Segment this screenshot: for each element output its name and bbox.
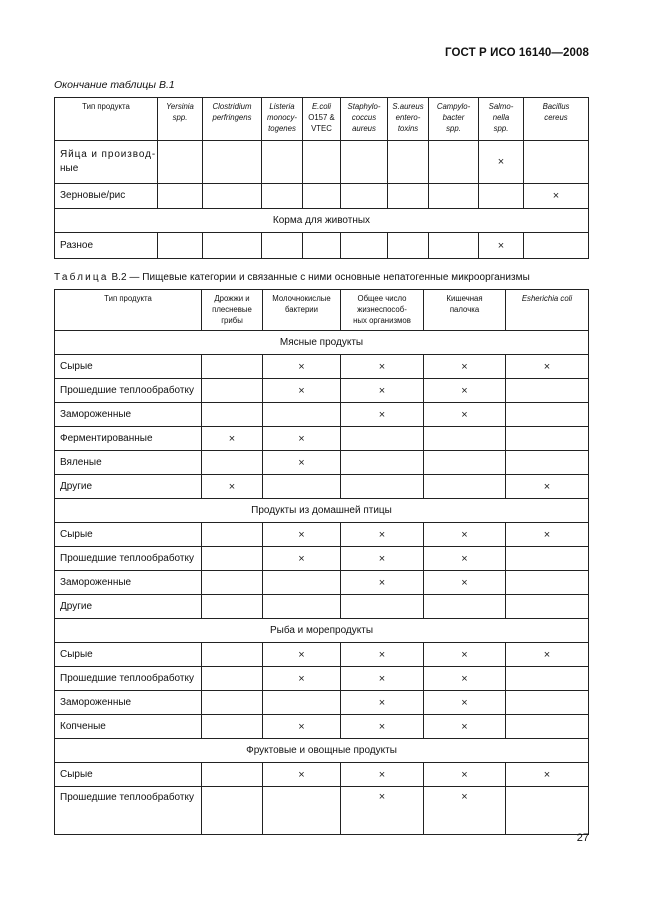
header-line: bacter: [442, 113, 465, 123]
mark-cell: ×: [341, 355, 424, 379]
product-type-cell: Прошедшие теплообработку: [55, 547, 202, 571]
mark-cell: ×: [424, 355, 506, 379]
header-line: Yersinia: [166, 102, 194, 111]
mark-cell: [202, 379, 263, 403]
mark-cell: [202, 763, 263, 787]
table-row: [55, 379, 589, 403]
table-row: [55, 715, 589, 739]
header-line: monocy-: [267, 113, 297, 123]
mark-cell: [202, 715, 263, 739]
header-line: Bacillus: [542, 102, 570, 111]
table-row: [55, 403, 589, 427]
mark-cell: ×: [341, 571, 424, 595]
product-type-cell: Другие: [55, 595, 202, 619]
mark-cell: [429, 184, 479, 209]
mark-cell: [506, 547, 589, 571]
header-line: Тип продукта: [104, 294, 152, 303]
mark-cell: [202, 595, 263, 619]
product-type-cell: Замороженные: [55, 571, 202, 595]
header-line: Staphylo-: [347, 102, 381, 111]
section-heading: Продукты из домашней птицы: [55, 499, 589, 523]
mark-cell: ×: [341, 547, 424, 571]
col-header-product-type: [55, 290, 202, 331]
col-header-bacillus: [524, 98, 589, 141]
table-row: [55, 571, 589, 595]
mark-cell: ×: [424, 403, 506, 427]
table-row: [55, 233, 589, 259]
mark-cell: [202, 787, 263, 835]
table1-header-row: [55, 98, 589, 141]
mark-cell: [388, 141, 429, 184]
mark-cell: ×: [506, 355, 589, 379]
mark-cell: [388, 184, 429, 209]
table2-header-row: [55, 290, 589, 331]
mark-cell: [479, 184, 524, 209]
header-line: бактерии: [285, 305, 318, 315]
table2-caption: [54, 272, 530, 283]
col-header-listeria: [262, 98, 303, 141]
mark-cell: ×: [424, 523, 506, 547]
header-line: плесневые: [212, 305, 252, 315]
col-header-yersinia: [158, 98, 203, 141]
mark-cell: ×: [341, 523, 424, 547]
table1-body: [55, 141, 589, 259]
col-header-coliforms: [424, 290, 506, 331]
product-type-cell: Замороженные: [55, 691, 202, 715]
product-type-cell: Другие: [55, 475, 202, 499]
product-type-cell: Сырые: [55, 355, 202, 379]
mark-cell: ×: [341, 787, 424, 835]
mark-cell: [262, 184, 303, 209]
mark-cell: ×: [263, 715, 341, 739]
mark-cell: ×: [341, 715, 424, 739]
mark-cell: ×: [479, 233, 524, 259]
product-type-cell: Сырые: [55, 643, 202, 667]
header-line: грибы: [221, 316, 243, 326]
header-line: O157 &: [308, 113, 335, 123]
product-type-line: Зерновые/рис: [60, 190, 126, 201]
header-line: togenes: [268, 124, 296, 134]
header-line: Listeria: [269, 102, 295, 111]
mark-cell: [506, 691, 589, 715]
mark-cell: [506, 715, 589, 739]
table-row: [55, 691, 589, 715]
table-row: [55, 184, 589, 209]
mark-cell: ×: [424, 787, 506, 835]
mark-cell: ×: [424, 643, 506, 667]
product-type-line: Яйца и производ-: [60, 149, 157, 160]
table-row: [55, 475, 589, 499]
mark-cell: [506, 403, 589, 427]
product-type-cell: [55, 141, 158, 184]
mark-cell: ×: [263, 451, 341, 475]
mark-cell: [262, 233, 303, 259]
table-row: [55, 141, 589, 184]
mark-cell: [506, 595, 589, 619]
mark-cell: [203, 141, 262, 184]
mark-cell: ×: [202, 475, 263, 499]
mark-cell: [263, 403, 341, 427]
header-line: entero-: [395, 113, 421, 123]
product-type-cell: Замороженные: [55, 403, 202, 427]
header-line: spp.: [446, 124, 461, 134]
mark-cell: ×: [263, 547, 341, 571]
header-line: spp.: [493, 124, 509, 134]
mark-cell: [341, 475, 424, 499]
mark-cell: [506, 787, 589, 835]
mark-cell: ×: [424, 715, 506, 739]
col-header-escherichia-coli: [506, 290, 589, 331]
mark-cell: [303, 184, 341, 209]
mark-cell: ×: [424, 763, 506, 787]
mark-cell: [424, 427, 506, 451]
header-line: Campylo-: [436, 102, 471, 111]
mark-cell: [341, 141, 388, 184]
mark-cell: ×: [424, 379, 506, 403]
section-row: [55, 739, 589, 763]
mark-cell: [506, 427, 589, 451]
mark-cell: ×: [424, 667, 506, 691]
mark-cell: [341, 184, 388, 209]
mark-cell: [202, 523, 263, 547]
mark-cell: [388, 233, 429, 259]
standard-designation: ГОСТ Р ИСО 16140—2008: [444, 47, 589, 59]
col-header-clostridium: [203, 98, 262, 141]
mark-cell: [158, 184, 203, 209]
table-row: [55, 643, 589, 667]
mark-cell: ×: [263, 643, 341, 667]
product-type-line: ные: [60, 163, 79, 174]
col-header-ecoli: [303, 98, 341, 141]
mark-cell: [341, 451, 424, 475]
mark-cell: [202, 667, 263, 691]
product-type-cell: [55, 233, 158, 259]
col-header-staphylococcus: [341, 98, 388, 141]
section-heading: Рыба и морепродукты: [55, 619, 589, 643]
mark-cell: ×: [263, 379, 341, 403]
table2-caption-text: В.2 — Пищевые категории и связанные с ними основные непатогенные микроорганизмы: [108, 272, 530, 283]
header-line: aureus: [352, 124, 376, 134]
mark-cell: [263, 595, 341, 619]
table-row: [55, 763, 589, 787]
mark-cell: [262, 141, 303, 184]
table-b2: [54, 289, 589, 835]
header-line: Clostridium: [212, 102, 252, 111]
mark-cell: [524, 141, 589, 184]
product-type-cell: Сырые: [55, 763, 202, 787]
header-line: nella: [492, 113, 510, 123]
mark-cell: ×: [524, 184, 589, 209]
header-line: perfringens: [212, 113, 252, 123]
col-header-campylobacter: [429, 98, 479, 141]
table-row: [55, 595, 589, 619]
header-line: Кишечная: [446, 294, 483, 303]
mark-cell: [341, 427, 424, 451]
mark-cell: [203, 233, 262, 259]
table-row: [55, 547, 589, 571]
product-type-cell: Прошедшие теплообработку: [55, 379, 202, 403]
mark-cell: [429, 141, 479, 184]
header-line: toxins: [397, 124, 419, 134]
table2-caption-prefix: Таблица: [54, 272, 109, 283]
mark-cell: ×: [341, 379, 424, 403]
mark-cell: ×: [341, 667, 424, 691]
mark-cell: ×: [506, 763, 589, 787]
table-row: [55, 451, 589, 475]
mark-cell: [202, 451, 263, 475]
mark-cell: [263, 475, 341, 499]
mark-cell: ×: [202, 427, 263, 451]
section-row: [55, 499, 589, 523]
col-header-total-viable: [341, 290, 424, 331]
mark-cell: [263, 691, 341, 715]
mark-cell: [341, 233, 388, 259]
header-line: cereus: [544, 113, 568, 123]
mark-cell: [303, 233, 341, 259]
header-line: Salmo-: [488, 102, 514, 111]
header-line: ных организмов: [353, 316, 411, 326]
mark-cell: [202, 547, 263, 571]
header-line: Общее число: [357, 294, 407, 303]
header-line: spp.: [172, 113, 188, 123]
mark-cell: [263, 571, 341, 595]
header-line: палочка: [449, 305, 480, 315]
mark-cell: [158, 233, 203, 259]
mark-cell: [202, 355, 263, 379]
table-b1-end: [54, 97, 589, 259]
mark-cell: [202, 403, 263, 427]
mark-cell: ×: [263, 355, 341, 379]
mark-cell: [424, 475, 506, 499]
mark-cell: ×: [506, 523, 589, 547]
product-type-line: Разное: [60, 239, 94, 251]
header-line: жизнеспособ-: [357, 305, 407, 315]
col-header-product-type: [55, 98, 158, 141]
header-line: Молочнокислые: [272, 294, 331, 303]
mark-cell: ×: [263, 427, 341, 451]
header-line: E.coli: [311, 102, 332, 111]
mark-cell: [429, 233, 479, 259]
mark-cell: [263, 787, 341, 835]
mark-cell: ×: [479, 141, 524, 184]
header-line: VTEC: [311, 124, 332, 134]
section-row: [55, 209, 589, 233]
product-type-cell: Прошедшие теплообработку: [55, 667, 202, 691]
mark-cell: [506, 667, 589, 691]
table-row: [55, 427, 589, 451]
product-type-cell: [55, 184, 158, 209]
header-line: S.aureus: [392, 102, 424, 111]
mark-cell: [203, 184, 262, 209]
section-row: [55, 331, 589, 355]
mark-cell: [202, 643, 263, 667]
col-header-lactic-bacteria: [263, 290, 341, 331]
mark-cell: ×: [263, 667, 341, 691]
mark-cell: ×: [506, 643, 589, 667]
mark-cell: ×: [341, 403, 424, 427]
mark-cell: ×: [506, 475, 589, 499]
mark-cell: ×: [424, 571, 506, 595]
table-row: [55, 355, 589, 379]
section-heading: Мясные продукты: [55, 331, 589, 355]
header-line: Тип продукта: [82, 102, 130, 111]
table-row: [55, 667, 589, 691]
mark-cell: ×: [263, 763, 341, 787]
col-header-enterotoxins: [388, 98, 429, 141]
col-header-yeasts-molds: [202, 290, 263, 331]
mark-cell: [506, 451, 589, 475]
mark-cell: [158, 141, 203, 184]
mark-cell: [424, 451, 506, 475]
mark-cell: [506, 571, 589, 595]
section-heading: Корма для животных: [55, 209, 589, 233]
header-line: Esherichia coli: [521, 294, 573, 303]
section-row: [55, 619, 589, 643]
mark-cell: ×: [424, 547, 506, 571]
mark-cell: [506, 379, 589, 403]
section-heading: Фруктовые и овощные продукты: [55, 739, 589, 763]
mark-cell: [424, 595, 506, 619]
mark-cell: [524, 233, 589, 259]
product-type-cell: Ферментированные: [55, 427, 202, 451]
table1-caption: Окончание таблицы В.1: [54, 79, 175, 91]
mark-cell: ×: [341, 691, 424, 715]
col-header-salmonella: [479, 98, 524, 141]
table-row: [55, 523, 589, 547]
product-type-cell: Сырые: [55, 523, 202, 547]
page-number: 27: [576, 832, 589, 844]
product-type-cell: Прошедшие теплообработку: [55, 787, 202, 835]
mark-cell: [202, 571, 263, 595]
product-type-cell: Копченые: [55, 715, 202, 739]
mark-cell: [341, 595, 424, 619]
mark-cell: [303, 141, 341, 184]
mark-cell: ×: [424, 691, 506, 715]
table-row: [55, 787, 589, 835]
mark-cell: ×: [263, 523, 341, 547]
mark-cell: ×: [341, 763, 424, 787]
table2-body: [55, 331, 589, 835]
mark-cell: [202, 691, 263, 715]
header-line: coccus: [351, 113, 377, 123]
product-type-cell: Вяленые: [55, 451, 202, 475]
header-line: Дрожжи и: [214, 294, 250, 303]
mark-cell: ×: [341, 643, 424, 667]
